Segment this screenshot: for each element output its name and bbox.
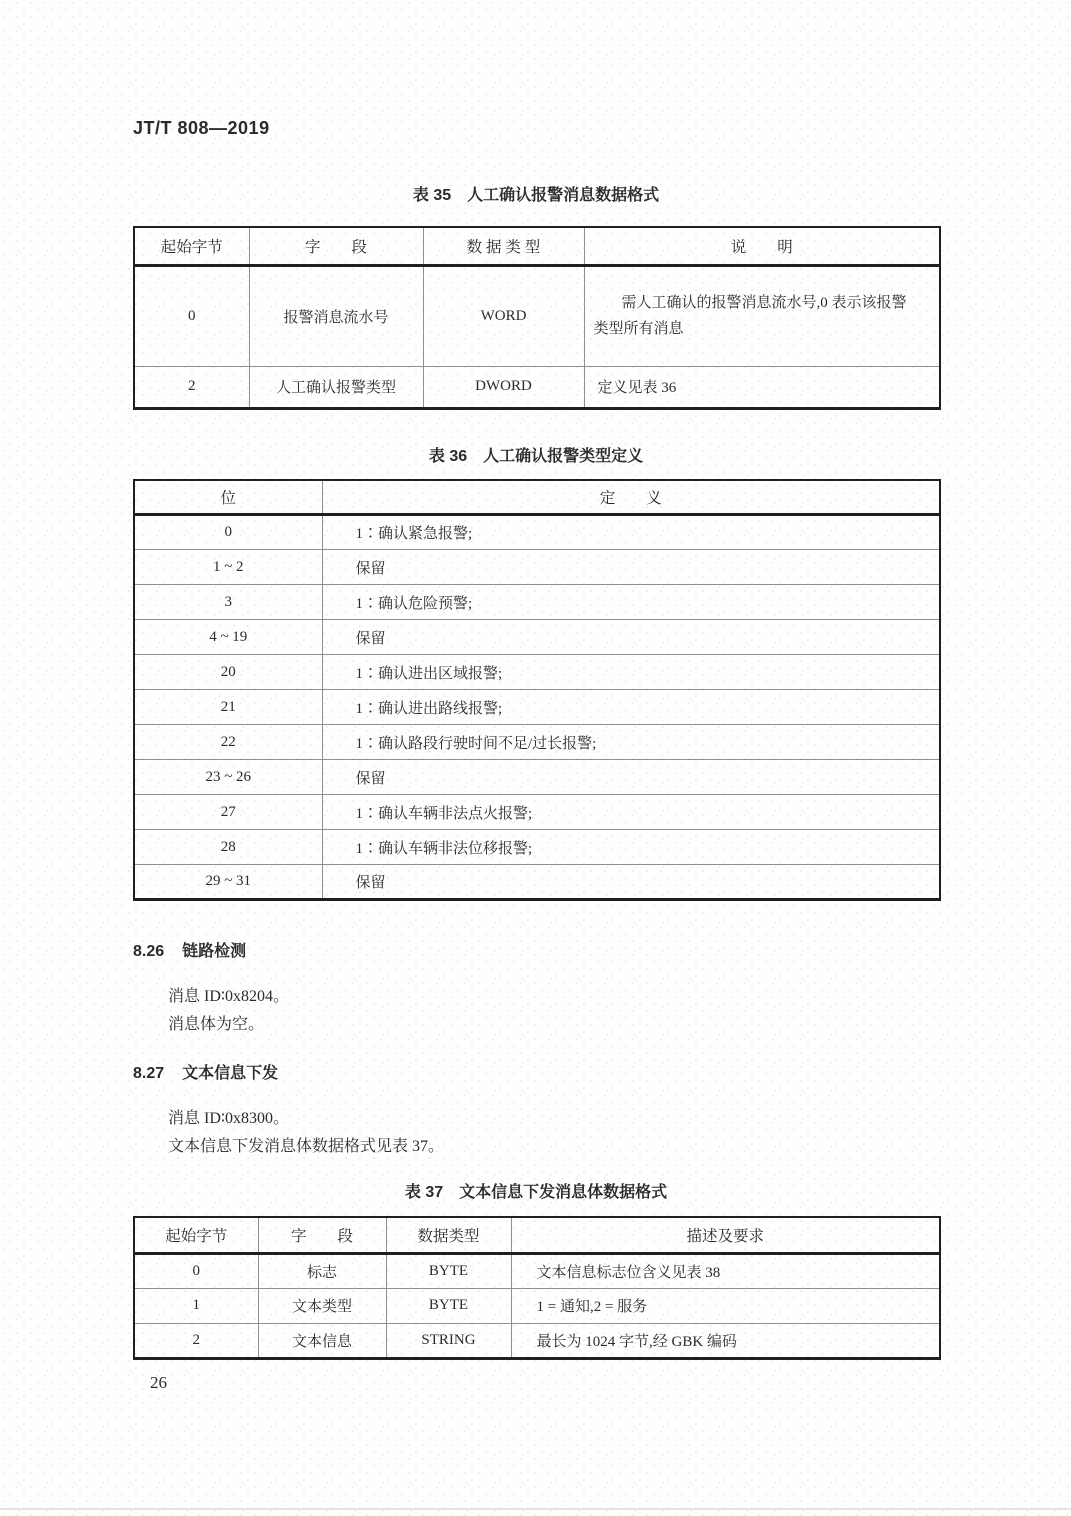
table36-cell-definition: 1∶确认车辆非法点火报警; (322, 795, 940, 830)
section-heading-8-26 (133, 942, 939, 962)
table-row (134, 690, 940, 725)
table36-cell-bit: 23 ~ 26 (134, 760, 322, 795)
table35-header-data-type: 数 据 类 型 (423, 227, 584, 265)
table37-cell-data-type: BYTE (386, 1288, 511, 1323)
table-row (134, 620, 940, 655)
table35-cell-field: 报警消息流水号 (249, 265, 423, 366)
table36-cell-bit: 21 (134, 690, 322, 725)
table36-cell-definition: 保留 (322, 550, 940, 585)
table36-header-definition: 定 义 (322, 480, 940, 515)
table-row (134, 1288, 940, 1323)
table36-cell-definition: 1∶确认进出路线报警; (322, 690, 940, 725)
table37-cell-start-byte: 1 (134, 1288, 258, 1323)
section-heading-8-27 (133, 1064, 939, 1084)
table37-caption: 表 37 文本信息下发消息体数据格式 (404, 1184, 668, 1201)
table-row (134, 865, 940, 900)
table-row (134, 1323, 940, 1358)
table37-cell-data-type: STRING (386, 1323, 511, 1358)
table37-header-requirements: 描述及要求 (511, 1217, 940, 1253)
table-row (134, 550, 940, 585)
table-row (134, 830, 940, 865)
table37-cell-requirements: 最长为 1024 字节,经 GBK 编码 (511, 1323, 940, 1358)
table35-header-description: 说 明 (584, 227, 940, 265)
table35-header-row (134, 227, 940, 265)
table36-cell-bit: 28 (134, 830, 322, 865)
table37-cell-field: 文本类型 (258, 1288, 386, 1323)
table36-cell-bit: 27 (134, 795, 322, 830)
table36-header-bit: 位 (134, 480, 322, 515)
table37-header-row (134, 1217, 940, 1253)
paragraph-table-ref: 文本信息下发消息体数据格式见表 37。 (168, 1138, 445, 1155)
table-row (134, 725, 940, 760)
table36-cell-definition: 保留 (322, 760, 940, 795)
table37-cell-requirements: 文本信息标志位含义见表 38 (511, 1253, 940, 1288)
table37-cell-start-byte: 0 (134, 1253, 258, 1288)
standard-code-header: JT/T 808—2019 (133, 118, 270, 138)
table36-cell-bit: 20 (134, 655, 322, 690)
table37-header-data-type: 数据类型 (386, 1217, 511, 1253)
table37 (133, 1216, 941, 1360)
table36-cell-definition: 1∶确认路段行驶时间不足/过长报警; (322, 725, 940, 760)
table35-header-field: 字 段 (249, 227, 423, 265)
table36-cell-bit: 1 ~ 2 (134, 550, 322, 585)
table-row (134, 760, 940, 795)
table36-cell-bit: 3 (134, 585, 322, 620)
paragraph-message-id: 消息 ID∶0x8204。 (168, 988, 290, 1005)
page-number: 26 (150, 1372, 167, 1392)
page-content (133, 118, 939, 1394)
paragraph-message-body: 消息体为空。 (168, 1016, 265, 1033)
table36-cell-bit: 29 ~ 31 (134, 865, 322, 900)
table36-cell-definition: 1∶确认紧急报警; (322, 515, 940, 550)
table35-cell-field: 人工确认报警类型 (249, 366, 423, 408)
table35-cell-data-type: DWORD (423, 366, 584, 408)
table35-cell-start-byte: 2 (134, 366, 249, 408)
table35-header-start-byte: 起始字节 (134, 227, 249, 265)
section-number: 8.26 (133, 943, 165, 960)
table-row (134, 655, 940, 690)
table37-cell-field: 标志 (258, 1253, 386, 1288)
section-number: 8.27 (133, 1065, 165, 1082)
table35-cell-description: 定义见表 36 (584, 366, 940, 408)
table37-header-field: 字 段 (258, 1217, 386, 1253)
paragraph-message-id: 消息 ID∶0x8300。 (168, 1110, 290, 1127)
table-row (134, 366, 940, 408)
table36-cell-definition: 保留 (322, 620, 940, 655)
table37-cell-requirements: 1 = 通知,2 = 服务 (511, 1288, 940, 1323)
table36-cell-definition: 1∶确认车辆非法位移报警; (322, 830, 940, 865)
table35-cell-start-byte: 0 (134, 265, 249, 366)
table36-cell-definition: 1∶确认进出区域报警; (322, 655, 940, 690)
table36-header-row (134, 480, 940, 515)
table36-cell-bit: 4 ~ 19 (134, 620, 322, 655)
table-row (134, 585, 940, 620)
table37-cell-data-type: BYTE (386, 1253, 511, 1288)
table37-header-start-byte: 起始字节 (134, 1217, 258, 1253)
table35-cell-data-type: WORD (423, 265, 584, 366)
table36-caption: 表 36 人工确认报警类型定义 (428, 447, 644, 465)
table36-cell-definition: 1∶确认危险预警; (322, 585, 940, 620)
table36-cell-bit: 0 (134, 515, 322, 550)
table36 (133, 479, 941, 902)
table-row (134, 795, 940, 830)
table-row (134, 265, 940, 366)
table36-cell-definition: 保留 (322, 865, 940, 900)
table-row (134, 515, 940, 550)
table37-cell-field: 文本信息 (258, 1323, 386, 1358)
table35 (133, 226, 941, 410)
table35-caption: 表 35 人工确认报警消息数据格式 (412, 187, 660, 204)
table37-cell-start-byte: 2 (134, 1323, 258, 1358)
table-row (134, 1253, 940, 1288)
table36-cell-bit: 22 (134, 725, 322, 760)
section-title: 文本信息下发 (182, 1065, 279, 1082)
section-title: 链路检测 (182, 943, 247, 960)
table35-cell-description: 需人工确认的报警消息流水号,0 表示该报警类型所有消息 (584, 265, 940, 366)
